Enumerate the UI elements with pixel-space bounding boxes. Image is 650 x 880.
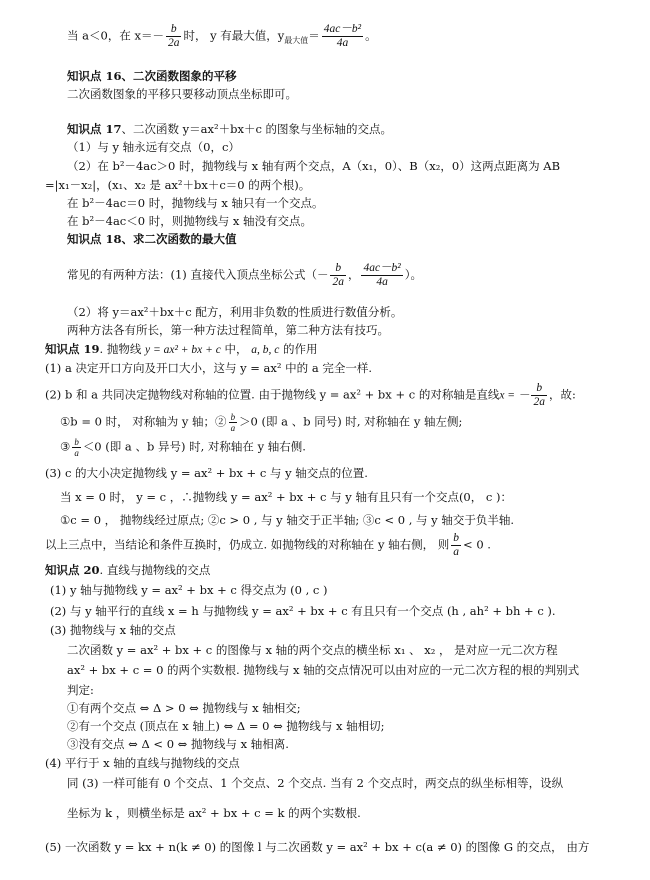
fraction: $\frac{b}{2a}$ [332,262,344,288]
max-value-line [67,23,377,50]
formula: x = － [499,389,530,402]
text: < 0 . [463,537,491,552]
heading-16: 知识点 16、二次函数图象的平移 [67,69,237,83]
text: 常见的有两种方法：(1) 直接代入顶点坐标公式（－ [67,267,329,282]
paragraph: =|x₁－x₂|，(x₁、x₂ 是 ax²＋bx＋c＝0 的两个根)。 [45,178,311,192]
paragraph: 二次函数 y = ax² + bx + c 的图像与 x 轴的两个交点的横坐标 x₁ 、 x₂ ， 是对应一元二次方程 [67,643,558,657]
paragraph: 判定: [67,683,94,697]
paragraph: 坐标为 k ，则横坐标是 ax² + bx + c = k 的两个实数根. [67,806,361,820]
fraction: $\frac{b}{a}$ [453,532,460,558]
paragraph: (4) 平行于 x 轴的直线与抛物线的交点 [45,756,240,770]
paragraph: (3) c 的大小决定抛物线 y = ax² + bx + c 与 y 轴交点的位置. [45,466,368,480]
paragraph: ②有一个交点 (顶点在 x 轴上) ⇔ Δ = 0 ⇔ 抛物线与 x 轴相切; [67,719,385,733]
text: 以上三点中，当结论和条件互换时，仍成立. 如抛物线的对称轴在 y 轴右侧， 则 [45,537,450,552]
subscript: 最大值 [284,35,309,45]
text: 时， y 有最大值，y [183,28,285,43]
text: 。 [365,28,377,43]
paragraph [45,382,576,409]
text: 的作用 [279,342,318,356]
paragraph: (3) 抛物线与 x 轴的交点 [50,623,176,637]
heading-17 [67,122,392,137]
text: ）。 [404,267,423,282]
text: (2) b 和 a 共同决定抛物线对称轴的位置. 由于抛物线 y = ax² + bx + c 的对称轴是直线 [45,387,500,402]
paragraph: （1）与 y 轴永远有交点（0，c） [67,140,240,154]
paragraph [45,532,491,559]
heading-label: 知识点 17 [67,122,122,136]
paragraph [67,262,422,289]
text: . 抛物线 [99,342,145,356]
paragraph: ③没有交点 ⇔ Δ < 0 ⇔ 抛物线与 x 轴相离. [67,737,289,751]
text: 中， [220,342,252,356]
text: 、二次函数 y＝ax²＋bx＋c 的图象与坐标轴的交点。 [121,122,393,136]
text: ＝ [308,28,320,43]
fraction: $\frac{b}{a}$ [230,412,236,433]
text: . 直线与抛物线的交点 [99,563,211,577]
paragraph: (1) y 轴与抛物线 y = ax² + bx + c 得交点为 (0 , c ) [50,583,328,597]
paragraph: (1) a 决定开口方向及开口大小，这与 y = ax² 中的 a 完全一样. [45,361,372,375]
paragraph: 二次函数图象的平移只要移动顶点坐标即可。 [67,87,297,101]
paragraph: ①c = 0 ， 抛物线经过原点; ②c > 0 , 与 y 轴交于正半轴; ③c < 0 , 与 y 轴交于负半轴. [60,513,514,527]
heading-label: 知识点 19 [45,342,100,356]
text: ①b = 0 时， 对称轴为 y 轴；② [60,414,227,429]
text: ，故: [548,387,576,402]
text: ， [347,267,360,282]
heading-20 [45,563,210,578]
paragraph: ax² + bx + c = 0 的两个实数根. 抛物线与 x 轴的交点情况可以由对应的一元二次方程的根的判别式 [67,663,580,677]
text: 当 a＜0，在 x＝－ [67,28,164,43]
text: ③ [60,439,71,454]
paragraph: (2) 与 y 轴平行的直线 x = h 与抛物线 y = ax² + bx + c 有且只有一个交点 (h , ah² + bh + c ). [50,604,556,618]
paragraph: (5) 一次函数 y = kx + n(k ≠ 0) 的图像 l 与二次函数 y = ax² + bx + c(a ≠ 0) 的图像 G 的交点， 由方 [45,840,590,854]
fraction: $\frac{\text{4ac－b²}}{4a}$ [323,23,362,49]
paragraph: （2）在 b²－4ac＞0 时，抛物线与 x 轴有两个交点，A（x₁，0）、B（x₂，0）这两点距离为 AB [67,159,561,173]
fraction: $\frac{b}{2a}$ [167,23,180,49]
paragraph: 同 (3) 一样可能有 0 个交点、1 个交点、2 个交点. 当有 2 个交点时，两交点的纵坐标相等，设纵 [67,776,564,790]
paragraph: ①有两个交点 ⇔ Δ > 0 ⇔ 抛物线与 x 轴相交; [67,701,301,715]
paragraph [60,437,306,458]
formula: y = ax² + bx + c [144,344,221,356]
text: ＞0 (即 a 、b 同号) 时, 对称轴在 y 轴左侧; [239,414,463,429]
paragraph: 在 b²－4ac＝0 时，抛物线与 x 轴只有一个交点。 [67,196,324,210]
fraction: $\frac{\text{4ac－b²}}{4a}$ [363,262,401,288]
formula: a, b, c [251,344,280,356]
paragraph: 两种方法各有所长，第一种方法过程简单，第二种方法有技巧。 [67,323,389,337]
paragraph [60,412,462,433]
heading-label: 知识点 20 [45,563,100,577]
fraction: $\frac{b}{a}$ [74,437,79,458]
paragraph: 当 x = 0 时， y = c ，∴抛物线 y = ax² + bx + c 与 y 轴有且只有一个交点(0， c )： [60,490,512,504]
paragraph: 在 b²－4ac＜0 时，则抛物线与 x 轴没有交点。 [67,214,313,228]
heading-19 [45,342,317,358]
heading-18: 知识点 18、求二次函数的最大值 [67,232,237,246]
paragraph: （2）将 y＝ax²＋bx＋c 配方，利用非负数的性质进行数值分析。 [67,305,403,319]
text: ＜0 (即 a 、b 异号) 时, 对称轴在 y 轴右侧. [82,439,306,454]
fraction: $\frac{b}{2a}$ [533,382,545,408]
